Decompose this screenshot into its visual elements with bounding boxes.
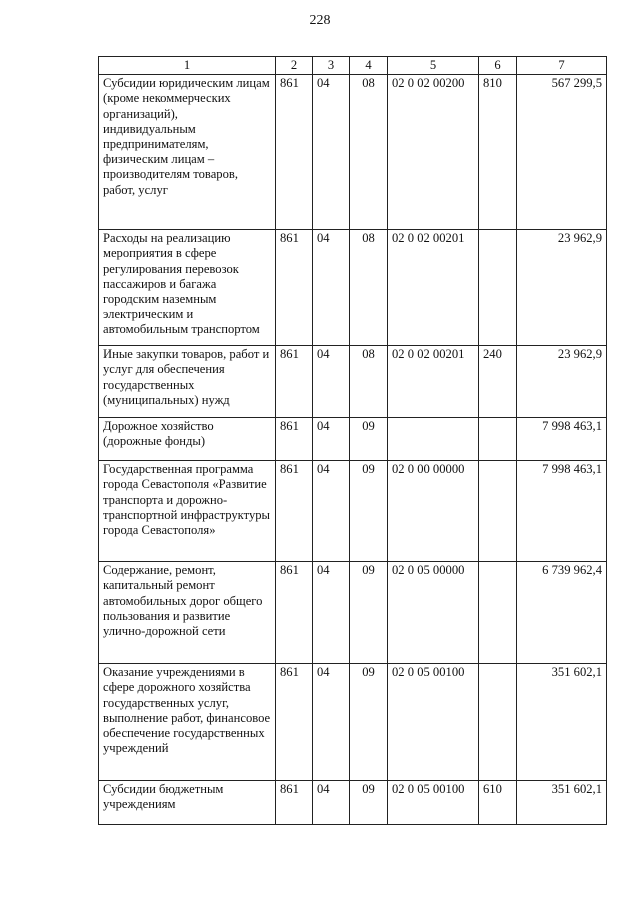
row-subsection: 09 [350, 664, 388, 781]
row-ved: 861 [276, 230, 313, 346]
row-expense-type [479, 562, 517, 664]
row-target: 02 0 05 00100 [388, 664, 479, 781]
table-row [99, 461, 607, 562]
table-row [99, 664, 607, 781]
table-row [99, 562, 607, 664]
row-name: Субсидии юридическим лицам (кроме некоммерческих организаций), индивидуальным предпринимателям, физическим лицам – производителям товаров, работ, услуг [99, 75, 276, 230]
row-sum: 23 962,9 [517, 346, 607, 418]
row-section: 04 [313, 461, 350, 562]
row-expense-type [479, 664, 517, 781]
header-cell: 4 [350, 57, 388, 75]
row-ved: 861 [276, 75, 313, 230]
row-section: 04 [313, 75, 350, 230]
header-cell: 7 [517, 57, 607, 75]
row-sum: 351 602,1 [517, 664, 607, 781]
header-cell: 1 [99, 57, 276, 75]
row-section: 04 [313, 346, 350, 418]
row-name: Дорожное хозяйство (дорожные фонды) [99, 418, 276, 461]
row-expense-type [479, 230, 517, 346]
row-subsection: 08 [350, 346, 388, 418]
header-row [99, 57, 607, 75]
row-section: 04 [313, 418, 350, 461]
row-section: 04 [313, 781, 350, 825]
row-ved: 861 [276, 562, 313, 664]
row-expense-type: 810 [479, 75, 517, 230]
row-name: Оказание учреждениями в сфере дорожного хозяйства государственных услуг, выполнение работ, финансовое обеспечение государственных учреждений [99, 664, 276, 781]
table-row [99, 418, 607, 461]
budget-table [98, 56, 607, 825]
row-target: 02 0 05 00000 [388, 562, 479, 664]
row-sum: 7 998 463,1 [517, 461, 607, 562]
row-target: 02 0 02 00201 [388, 230, 479, 346]
page-number: 228 [309, 13, 331, 28]
row-subsection: 09 [350, 461, 388, 562]
header-cell: 6 [479, 57, 517, 75]
row-expense-type: 610 [479, 781, 517, 825]
row-sum: 351 602,1 [517, 781, 607, 825]
row-ved: 861 [276, 461, 313, 562]
row-section: 04 [313, 562, 350, 664]
row-ved: 861 [276, 346, 313, 418]
row-name: Государственная программа города Севастополя «Развитие транспорта и дорожно-транспортной инфраструктуры города Севастополя» [99, 461, 276, 562]
row-ved: 861 [276, 781, 313, 825]
row-name: Субсидии бюджетным учреждениям [99, 781, 276, 825]
table-row [99, 781, 607, 825]
row-section: 04 [313, 664, 350, 781]
row-target: 02 0 05 00100 [388, 781, 479, 825]
row-ved: 861 [276, 664, 313, 781]
row-sum: 6 739 962,4 [517, 562, 607, 664]
row-expense-type [479, 461, 517, 562]
table-row [99, 346, 607, 418]
table-row [99, 75, 607, 230]
row-target: 02 0 00 00000 [388, 461, 479, 562]
row-subsection: 09 [350, 781, 388, 825]
row-section: 04 [313, 230, 350, 346]
row-sum: 567 299,5 [517, 75, 607, 230]
row-name: Расходы на реализацию мероприятия в сфере регулирования перевозок пассажиров и багажа городским наземным электрическим и автомобильным транспортом [99, 230, 276, 346]
header-cell: 2 [276, 57, 313, 75]
row-expense-type [479, 418, 517, 461]
header-cell: 3 [313, 57, 350, 75]
row-ved: 861 [276, 418, 313, 461]
row-sum: 7 998 463,1 [517, 418, 607, 461]
row-name: Иные закупки товаров, работ и услуг для обеспечения государственных (муниципальных) нужд [99, 346, 276, 418]
row-subsection: 08 [350, 75, 388, 230]
row-target [388, 418, 479, 461]
header-cell: 5 [388, 57, 479, 75]
row-subsection: 09 [350, 418, 388, 461]
row-subsection: 09 [350, 562, 388, 664]
row-target: 02 0 02 00201 [388, 346, 479, 418]
row-name: Содержание, ремонт, капитальный ремонт автомобильных дорог общего пользования и развитие улично-дорожной сети [99, 562, 276, 664]
row-sum: 23 962,9 [517, 230, 607, 346]
table-row [99, 230, 607, 346]
row-target: 02 0 02 00200 [388, 75, 479, 230]
row-expense-type: 240 [479, 346, 517, 418]
row-subsection: 08 [350, 230, 388, 346]
